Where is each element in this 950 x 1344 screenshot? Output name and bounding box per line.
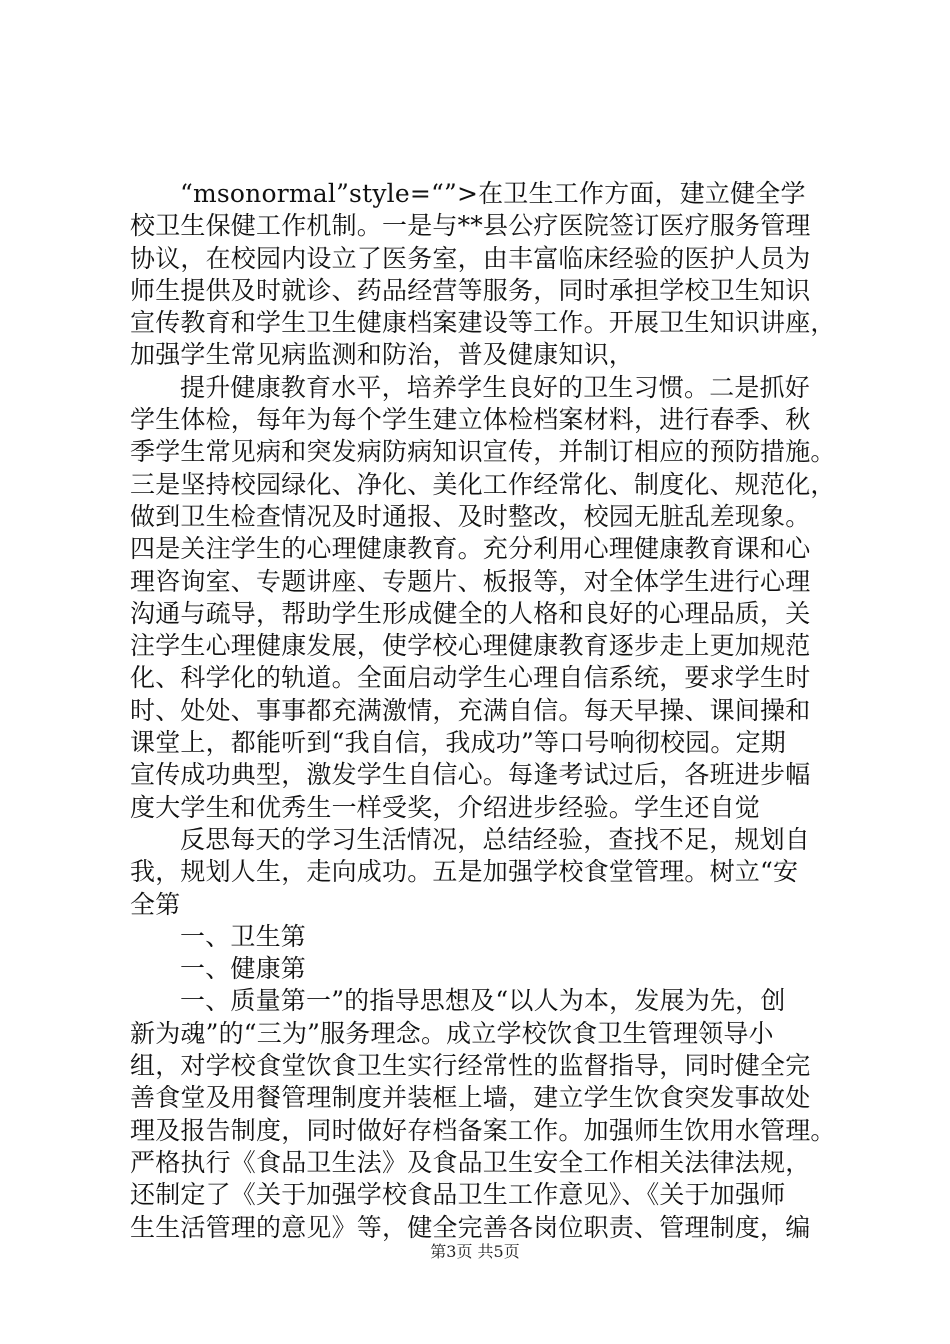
- text-line: 一、健康第: [180, 954, 307, 984]
- text-line: “msonormal”style=“”>在卫生工作方面，建立健全学: [180, 179, 806, 208]
- page-number-footer: 第3页 共5页: [430, 1242, 520, 1261]
- text-line: 宣传教育和学生卫生健康档案建设等工作。开展卫生知识讲座，: [130, 308, 836, 338]
- text-line: 课堂上，都能听到“我自信，我成功”等口号响彻校园。定期: [130, 728, 786, 758]
- text-line: 反思每天的学习生活情况，总结经验，查找不足，规划自: [180, 824, 811, 854]
- text-line: 还制定了《关于加强学校食品卫生工作意见》、《关于加强师: [130, 1180, 786, 1210]
- document-body: [130, 178, 836, 1244]
- text-line: 三是坚持校园绿化、净化、美化工作经常化、制度化、规范化，: [130, 469, 836, 499]
- text-line: 善食堂及用餐管理制度并装框上墙，建立学生饮食突发事故处: [130, 1083, 811, 1113]
- text-line: 理咨询室、专题讲座、专题片、板报等，对全体学生进行心理: [130, 566, 811, 596]
- text-line: 注学生心理健康发展，使学校心理健康教育逐步走上更加规范: [130, 631, 811, 661]
- text-line: 加强学生常见病监测和防治，普及健康知识，: [130, 340, 635, 370]
- text-line: 师生提供及时就诊、药品经营等服务，同时承担学校卫生知识: [130, 275, 811, 305]
- text-line: 全第: [130, 889, 181, 919]
- text-line: 协议，在校园内设立了医务室，由丰富临床经验的医护人员为: [130, 243, 811, 273]
- text-line: 一、卫生第: [180, 921, 307, 951]
- text-line: 度大学生和优秀生一样受奖，介绍进步经验。学生还自觉: [130, 792, 761, 822]
- text-line: 时、处处、事事都充满激情，充满自信。每天早操、课间操和: [130, 695, 811, 725]
- text-line: 理及报告制度，同时做好存档备案工作。加强师生饮用水管理。: [130, 1115, 836, 1145]
- text-line: 做到卫生检查情况及时通报、及时整改，校园无脏乱差现象。: [130, 501, 811, 531]
- text-line: 严格执行《食品卫生法》及食品卫生安全工作相关法律法规，: [130, 1147, 811, 1177]
- text-line: 新为魂”的“三为”服务理念。成立学校饮食卫生管理领导小: [130, 1018, 774, 1048]
- text-line: 宣传成功典型，激发学生自信心。每逢考试过后，各班进步幅: [130, 760, 811, 790]
- text-line: 组，对学校食堂饮食卫生实行经常性的监督指导，同时健全完: [130, 1051, 811, 1081]
- text-line: 季学生常见病和突发病防病知识宣传，并制订相应的预防措施。: [130, 437, 836, 467]
- text-line: 学生体检，每年为每个学生建立体检档案材料，进行春季、秋: [130, 405, 811, 435]
- text-line: 化、科学化的轨道。全面启动学生心理自信系统，要求学生时: [130, 663, 811, 693]
- text-line: 提升健康教育水平，培养学生良好的卫生习惯。二是抓好: [180, 372, 811, 402]
- text-line: 一、质量第一”的指导思想及“以人为本，发展为先，创: [180, 986, 786, 1016]
- text-line: 沟通与疏导，帮助学生形成健全的人格和良好的心理品质，关: [130, 598, 811, 628]
- text-line: 四是关注学生的心理健康教育。充分利用心理健康教育课和心: [130, 534, 811, 564]
- text-line: 生生活管理的意见》等，健全完善各岗位职责、管理制度，编: [130, 1212, 811, 1242]
- text-line: 校卫生保健工作机制。一是与**县公疗医院签订医疗服务管理: [130, 211, 811, 241]
- text-line: 我，规划人生，走向成功。五是加强学校食堂管理。树立“安: [130, 857, 799, 887]
